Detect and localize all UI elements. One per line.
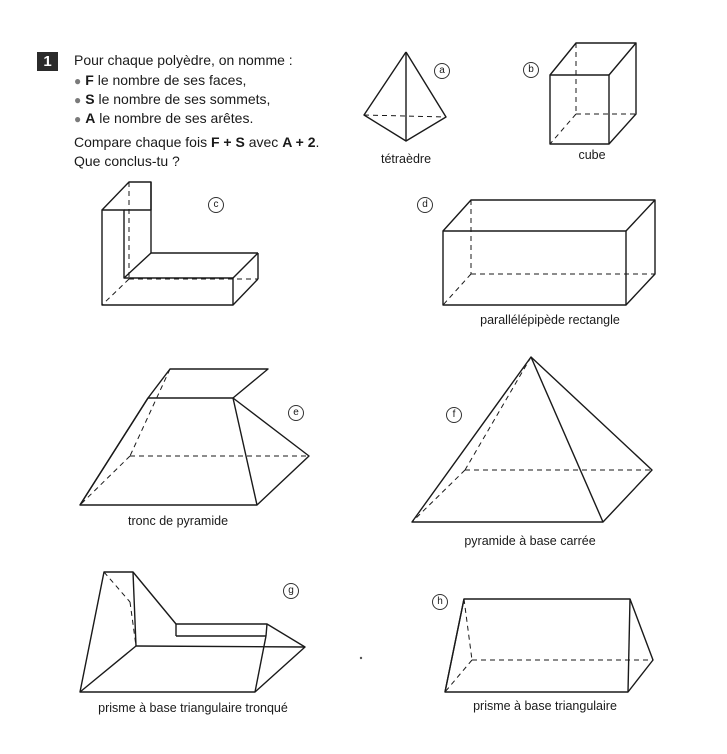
caption-pyramide-base-carree: pyramide à base carrée <box>464 534 596 548</box>
figure-label-d: d <box>417 197 433 213</box>
cube-drawing <box>550 43 636 144</box>
bullet-icon: ● <box>74 93 82 107</box>
triangular-prism-drawing <box>445 599 653 692</box>
compare-instruction: Compare chaque fois F + S avec A + 2. <box>74 134 320 150</box>
ink-speck <box>360 657 362 659</box>
bullet-icon: ● <box>74 74 82 88</box>
tetrahedron-drawing <box>364 52 446 141</box>
list-item-faces: ● F le nombre de ses faces, <box>74 72 247 88</box>
caption-tronc-pyramide: tronc de pyramide <box>127 514 229 528</box>
truncated-pyramid-drawing <box>80 369 309 505</box>
caption-parallelepipede: parallélépipède rectangle <box>480 313 620 327</box>
caption-prisme-tronque: prisme à base triangulaire tronqué <box>98 701 288 715</box>
bullet-icon: ● <box>74 112 82 126</box>
list-item-sommets: ● S le nombre de ses sommets, <box>74 91 271 107</box>
caption-prisme-triangulaire: prisme à base triangulaire <box>473 699 617 713</box>
figure-label-f: f <box>446 407 462 423</box>
exercise-intro: Pour chaque polyèdre, on nomme : <box>74 52 293 68</box>
figure-label-c: c <box>208 197 224 213</box>
figure-label-h: h <box>432 594 448 610</box>
figure-label-a: a <box>434 63 450 79</box>
caption-cube: cube <box>578 148 606 162</box>
truncated-triangular-prism-drawing <box>80 572 305 692</box>
l-prism-drawing <box>102 182 258 305</box>
figure-label-g: g <box>283 583 299 599</box>
list-item-aretes: ● A le nombre de ses arêtes. <box>74 110 254 126</box>
parallelepiped-drawing <box>443 200 655 305</box>
figure-label-b: b <box>523 62 539 78</box>
square-pyramid-drawing <box>412 357 652 522</box>
figure-label-e: e <box>288 405 304 421</box>
question-text: Que conclus-tu ? <box>74 153 180 169</box>
exercise-number-badge: 1 <box>37 52 58 71</box>
caption-tetraedre: tétraèdre <box>380 152 432 166</box>
